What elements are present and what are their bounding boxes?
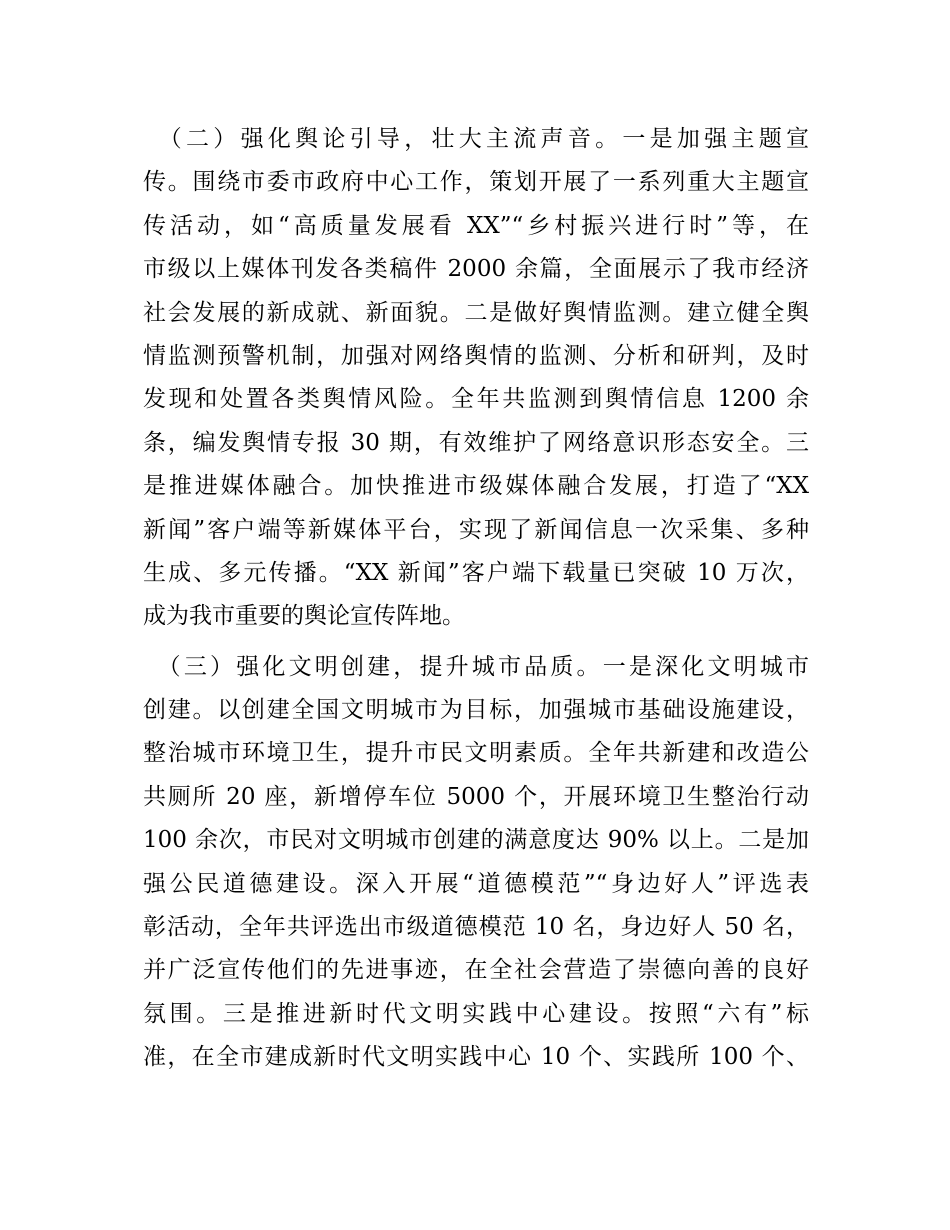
- paragraph-civilization-building: [143, 646, 809, 1080]
- text-line: 共厕所 20 座，新增停车位 5000 个，开展环境卫生整治行动: [143, 783, 809, 810]
- text-line: （二）强化舆论引导，壮大主流声音。一是加强主题宣: [143, 126, 809, 152]
- text-line: 整治城市环境卫生，提升市民文明素质。全年共新建和改造公: [143, 740, 809, 767]
- text-line: 创建。以创建全国文明城市为目标，加强城市基础设施建设，: [143, 697, 809, 724]
- text-line: 情监测预警机制，加强对网络舆情的监测、分析和研判，及时: [143, 342, 809, 369]
- text-line: 条，编发舆情专报 30 期，有效维护了网络意识形态安全。三: [143, 429, 809, 456]
- text-line: （三）强化文明创建，提升城市品质。一是深化文明城市: [143, 653, 809, 680]
- document-page: [143, 118, 809, 1087]
- text-line: 强公民道德建设。深入开展“道德模范”“身边好人”评选表: [143, 870, 809, 897]
- text-line: 准，在全市建成新时代文明实践中心 10 个、实践所 100 个、: [143, 1044, 809, 1071]
- text-line: 并广泛宣传他们的先进事迹，在全社会营造了崇德向善的良好: [143, 957, 809, 984]
- text-line: 100 余次，市民对文明城市创建的满意度达 90% 以上。二是加: [143, 827, 809, 854]
- text-line: 发现和处置各类舆情风险。全年共监测到舆情信息 1200 余: [143, 386, 809, 413]
- text-line: 生成、多元传播。“XX 新闻”客户端下载量已突破 10 万次，: [143, 559, 809, 586]
- text-line: 传。围绕市委市政府中心工作，策划开展了一系列重大主题宣: [143, 169, 809, 196]
- text-line: 成为我市重要的舆论宣传阵地。: [143, 603, 465, 630]
- text-line: 新闻”客户端等新媒体平台，实现了新闻信息一次采集、多种: [143, 516, 809, 543]
- text-line: 彰活动，全年共评选出市级道德模范 10 名，身边好人 50 名，: [143, 914, 809, 941]
- text-line: 社会发展的新成就、新面貌。二是做好舆情监测。建立健全舆: [143, 299, 809, 326]
- text-line: 市级以上媒体刊发各类稿件 2000 余篇，全面展示了我市经济: [143, 256, 809, 283]
- text-line: 是推进媒体融合。加快推进市级媒体融合发展，打造了“XX: [143, 473, 809, 500]
- text-line: 氛围。三是推进新时代文明实践中心建设。按照“六有”标: [143, 1000, 809, 1027]
- text-line: 传活动，如“高质量发展看 XX”“乡村振兴进行时”等，在: [143, 212, 809, 239]
- paragraph-public-opinion: [143, 118, 809, 639]
